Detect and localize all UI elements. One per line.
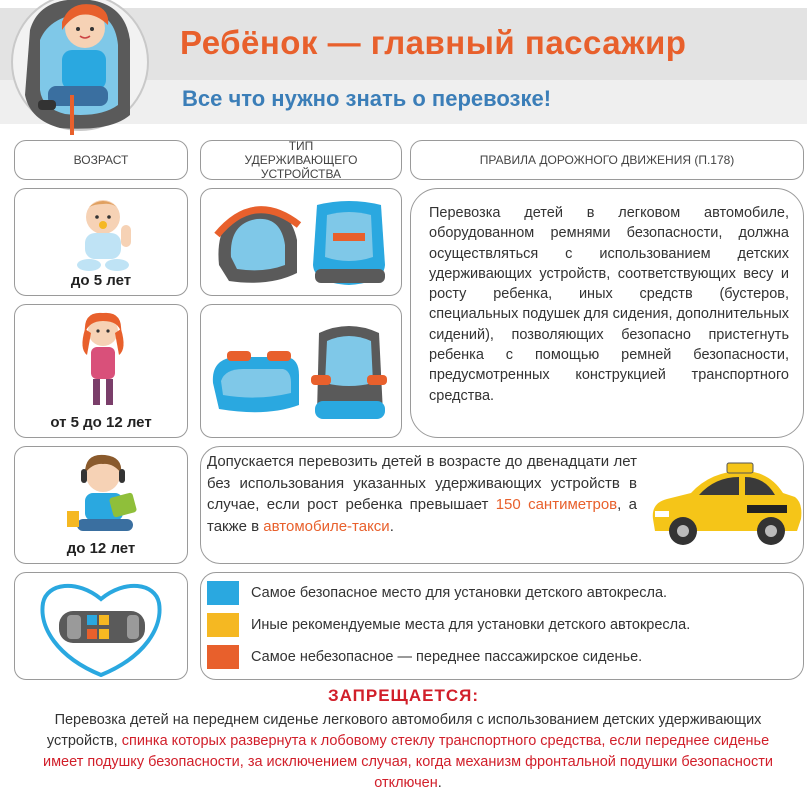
legend-box	[200, 572, 804, 680]
age-label-row2: от 5 до 12 лет	[50, 414, 152, 431]
car-top-view-icon	[37, 577, 167, 677]
legend-swatch-orange	[207, 645, 239, 669]
taxi-text-before: Допускается перевозить детей в возрасте до двенадцати лет без использования указанных удерживающих устройств в случае, если рост ребенка превышает	[207, 453, 637, 513]
height-highlight: 150 сантиметров	[495, 496, 618, 513]
legend-text-recommended: Иные рекомендуемые места для установки детского автокресла.	[251, 617, 691, 633]
baby-icon	[71, 195, 135, 273]
rules-text: Перевозка детей в легковом автомобиле, оборудованном ремнями безопасности, должна осуществляться с использованием детских удерживающих устройств, соответствующих весу и росту ребенка, иных средств (бустеров, специальных подушек для сидения, дополнительных сидений), позволяющих безопасно пристегнуть ребенка с помощью ремней безопасности, предусмотренных конструкцией транспортного средства.	[429, 205, 789, 404]
forbidden-text-before: Перевозка детей на переднем сиденье легкового автомобиля с использованием детских удерживающих устройств,	[46, 712, 762, 749]
column-header-rules: ПРАВИЛА ДОРОЖНОГО ДВИЖЕНИЯ (П.178)	[410, 140, 804, 180]
age-label-row3: до 12 лет	[66, 540, 136, 557]
age-label-row1: до 5 лет	[70, 272, 132, 289]
taxi-highlight: автомобиле-такси	[263, 517, 390, 535]
age-cell-row3	[14, 446, 188, 564]
age-cell-row1	[14, 188, 188, 296]
taxi-car-icon	[647, 457, 803, 553]
boy-with-tablet-icon	[63, 451, 149, 537]
device-cell-row2	[200, 304, 402, 438]
infant-carrier-and-car-seat-icon	[209, 195, 395, 291]
legend-item-safest	[207, 581, 667, 605]
forbidden-text-red: спинка которых развернута к лобовому стеклу транспортного средства, если переднее сиденье имеет подушку безопасности, за исключением случая, когда механизм фронтальной подушки безопасности отключен	[42, 733, 773, 791]
legend-text-safest: Самое безопасное место для установки детского автокресла.	[251, 585, 668, 601]
forbidden-text	[28, 710, 788, 794]
legend-swatch-yellow	[207, 613, 239, 637]
taxi-text-middle: , а также в	[207, 496, 638, 535]
taxi-box	[200, 446, 804, 564]
legend-swatch-blue	[207, 581, 239, 605]
page-subtitle: Все что нужно знать о перевозке!	[182, 86, 552, 111]
device-cell-row1	[200, 188, 402, 296]
girl-icon	[75, 311, 131, 411]
forbidden-title: ЗАПРЕЩАЕТСЯ:	[327, 686, 480, 705]
taxi-text-after: .	[389, 517, 394, 535]
legend-text-unsafe: Самое небезопасное — переднее пассажирское сиденье.	[251, 649, 643, 665]
page-title: Ребёнок — главный пассажир	[180, 24, 687, 61]
column-header-device: ТИП УДЕРЖИВАЮЩЕГО УСТРОЙСТВА	[200, 140, 402, 180]
rules-box	[410, 188, 804, 438]
forbidden-text-after: .	[437, 775, 442, 791]
child-in-car-seat-icon	[0, 0, 170, 135]
column-header-age: ВОЗРАСТ	[14, 140, 188, 180]
car-layout-cell	[14, 572, 188, 680]
taxi-text	[207, 451, 637, 537]
booster-and-highback-seat-icon	[207, 313, 397, 431]
legend-item-unsafe	[207, 645, 642, 669]
legend-item-recommended	[207, 613, 690, 637]
age-cell-row2	[14, 304, 188, 438]
